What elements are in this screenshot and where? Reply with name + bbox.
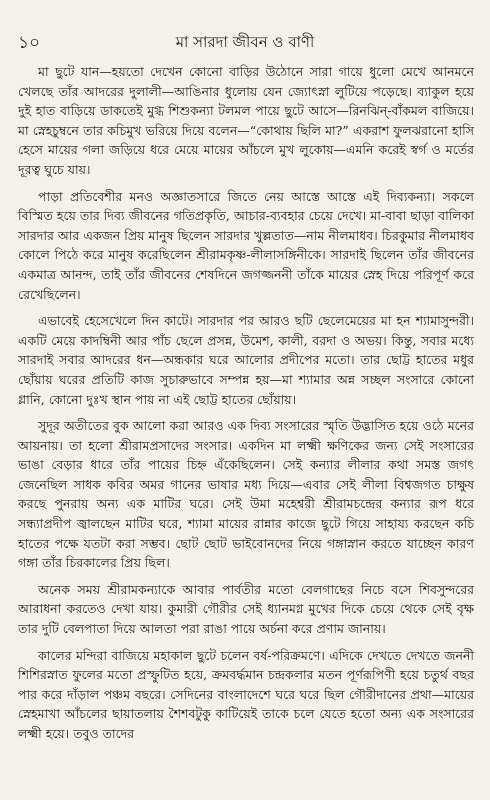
running-header-title: মা সারদা জীবন ও বাণী <box>175 33 315 51</box>
paragraph: পাড়া প্রতিবেশীর মনও অজ্ঞাতসারে জিতে নেয় আস্তে আস্তে এই দিব্যকন্যা। সকলে বিস্মিত হয়ে তার দিব্য জীবনের গতিপ্রকৃতি, আচার-ব্যবহার চেয়ে দেখে। মা-বাবা ছাড়া বালিকা সারদার আর একজন প্রিয় মানুষ ছিলেন সারদার খুল্লতাত—নাম নীলমাধব। চিরকুমার নীলমাধব কোলে পিঠে করে মানুষ করেছিলেন শ্রীরামকৃষ্ণ-লীলাসঙ্গিনীকে। সারদাই ছিলেন তাঁর জীবনের একমাত্র আনন্দ, তাই তাঁর জীবনের শেষদিনে জগজ্জননী তাঁকে মায়ের স্নেহ দিয়ে পরিপূর্ণ করে রেখেছিলেন। <box>18 188 474 302</box>
paragraph: মা ছুটে যান—হয়তো দেখেন কোনো বাড়ির উঠোনে সারা গায়ে ধুলো মেখে আনমনে খেলছে তাঁর আদরের দুলালী—আঙিনার ধুলোয় যেন জ্যোৎস্না লুটিয়ে পড়েছে। ব্যাকুল হয়ে দুই হাত বাড়িয়ে ডাকতেই মুগ্ধ শিশুকন্যা টলমল পায়ে ছুটে আসে—রিনঝিন্‌-বাঁকমল বাজিয়ে। মা স্নেহচুম্বনে তার কচিমুখ ভরিয়ে দিয়ে বলেন—“কোথায় ছিলি মা?” একরাশ ফুলঝরানো হাসি হেসে মায়ের গলা জড়িয়ে ধরে মেয়ে মায়ের আঁচলে মুখ লুকোয়—এমনি করেই স্বর্গ ও মর্তের দূরত্ব ঘুচে যায়। <box>18 64 474 177</box>
paragraph: সুদূর অতীতের বুক আলো করা আরও এক দিব্য সংসারের স্মৃতি উদ্ভাসিত হয়ে ওঠে মনের আয়নায়। তা হলো শ্রীরামপ্রসাদের সংসার। একদিন মা লক্ষ্মী ক্ষণিকের জন্য সেই সংসারের ভাঙা বেড়ার ধারে তাঁর পায়ের চিহ্ন এঁকেছিলেন। সেই কন্যার লীলার কথা সমস্ত জগৎ জেনেছিল সাধক কবির অমর গানের ভাষার মধ্য দিয়ে—এবার সেই লীলা বিশ্বজগত চাক্ষুষ করছে পুনরায় অন্য এক মাটির ঘরে। সেই উমা মহেশ্বরী শ্রীরামচন্দ্রের কন্যার রূপ ধরে সন্ধ্যাপ্রদীপ জ্বালছেন মাটির ঘরে, শ্যামা মায়ের রান্নার কাজে ছুটে গিয়ে সাহায্য করছেন কচি হাতের পক্ষে যতটা করা সম্ভব। ছোট ছোট ভাইবোনদের নিয়ে গঙ্গাস্নান করতে যাচ্ছেন কারণ গঙ্গা তাঁর চিরকালের প্রিয় ছিল। <box>18 418 474 571</box>
body-text <box>18 62 474 744</box>
page-number: ১০ <box>18 33 41 53</box>
paragraph: কালের মন্দিরা বাজিয়ে মহাকাল ছুটে চলেন বর্ষ-পরিক্রমণে। এদিকে দেখতে দেখতে জননী শিশিরস্নাত ফুলের মতো প্রস্ফুটিত হয়ে, ক্রমবর্দ্ধমান চন্দ্রকলার মতন পূর্ণরূপিণী হয়ে চতুর্থ বছর পার করে দাঁড়াল পঞ্চম বছরে। সেদিনের বাংলাদেশে ঘরে ঘরে ছিল গৌরীদানের প্রথা—মায়ের স্নেহমাখা আঁচলের ছায়াতলায় শৈশবটুকু কাটিয়েই তাকে চলে যেতে হতো অন্য এক সংসারের লক্ষ্মী হয়ে। তবুও তাদের <box>18 647 474 741</box>
paragraph: অনেক সময় শ্রীরামকন্যাকে আবার পার্বতীর মতো বেলগাছের নিচে বসে শিবসুন্দরের আরাধনা করতেও দেখা যায়। কুমারী গৌরীর সেই ধ্যানমগ্ন মুখের দিকে চেয়ে থেকে সেই বৃক্ষ তার দুটি বেলপাতা দিয়ে আলতা পরা রাঙা পায়ে অর্চনা করে প্রণাম জানায়। <box>18 581 474 637</box>
paragraph: এভাবেই হেসেখেলে দিন কাটে। সারদার পর আরও ছটি ছেলেমেয়ের মা হন শ্যামাসুন্দরী। একটি মেয়ে কাদম্বিনী আর পাঁচ ছেলে প্রসন্ন, উমেশ, কালী, বরদা ও অভয়। কিন্তু, সবার মধ্যে সারদাই সবার আদরের ধন—অন্ধকার ঘরে আলোর প্রদীপের মতো। তার ছোট্ট হাতের মধুর ছোঁয়ায় ঘরের প্রতিটি কাজ সুচারুভাবে সম্পন্ন হয়—মা শ্যামার অন্ন সচ্ছল সংসারে কোনো গ্লানি, কোনো দুঃখ স্থান পায় না এই ছোট্ট হাতের ছোঁয়ায়। <box>18 313 474 407</box>
